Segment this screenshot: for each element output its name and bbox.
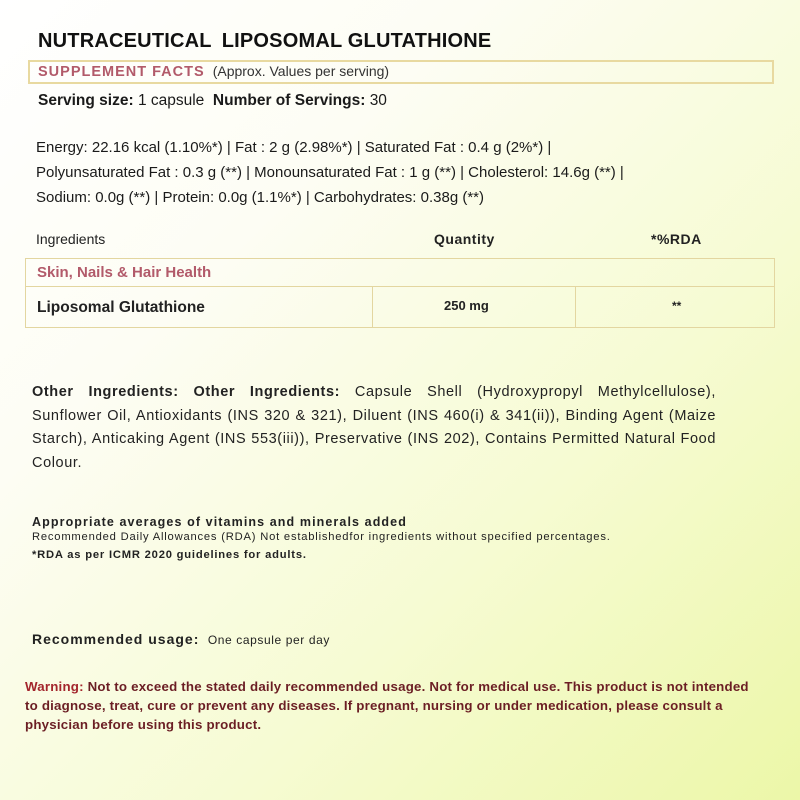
warning-text: Not to exceed the stated daily recommended usage. Not for medical use. This product is not intended to diagnose, treat, cure or prevent any diseases. If pregnant, nursing or under medication, please consult a physician before using this product. xyxy=(25,679,749,732)
column-header-rda: *%RDA xyxy=(651,231,702,247)
serving-size-value: 1 capsule xyxy=(137,92,205,109)
warning-notice xyxy=(25,677,765,734)
recommended-usage xyxy=(32,631,330,649)
ingredient-rda: ** xyxy=(672,299,682,313)
column-header-ingredients: Ingredients xyxy=(36,231,106,247)
servings-count-value: 30 xyxy=(369,92,387,109)
other-ingredients-label: Other Ingredients: xyxy=(193,384,341,400)
averages-title: Appropriate averages of vitamins and minerals added xyxy=(32,515,407,529)
brand-label: NUTRACEUTICAL xyxy=(38,30,212,52)
ingredient-quantity: 250 mg xyxy=(444,298,489,313)
serving-info xyxy=(38,92,387,110)
other-ingredients-label: Other Ingredients: xyxy=(32,384,179,400)
product-name: LIPOSOMAL GLUTATHIONE xyxy=(221,30,492,52)
table-divider xyxy=(372,287,373,328)
supplement-facts-note: (Approx. Values per serving) xyxy=(212,63,390,79)
table-divider xyxy=(25,286,775,287)
nutrition-line: Polyunsaturated Fat : 0.3 g (**) | Monounsaturated Fat : 1 g (**) | Cholesterol: 14.6g (**) | xyxy=(36,164,624,181)
serving-size-label: Serving size: xyxy=(38,92,134,109)
rda-reference-note: *RDA as per ICMR 2020 guidelines for adults. xyxy=(32,549,307,561)
usage-value: One capsule per day xyxy=(207,633,330,647)
usage-label: Recommended usage: xyxy=(32,631,200,647)
nutrition-line: Energy: 22.16 kcal (1.10%*) | Fat : 2 g (2.98%*) | Saturated Fat : 0.4 g (2%*) | xyxy=(36,139,552,156)
column-header-quantity: Quantity xyxy=(434,231,495,247)
table-divider xyxy=(575,287,576,328)
nutrition-values xyxy=(36,135,766,210)
product-title xyxy=(38,30,491,53)
ingredient-category: Skin, Nails & Hair Health xyxy=(37,264,212,281)
rda-disclaimer: Recommended Daily Allowances (RDA) Not establishedfor ingredients without specified percentages. xyxy=(32,531,611,543)
ingredient-name: Liposomal Glutathione xyxy=(37,299,205,316)
warning-label: Warning: xyxy=(25,679,84,694)
other-ingredients-text: Capsule Shell (Hydroxypropyl Methylcellulose), Sunflower Oil, Antioxidants (INS 320 & 321), Diluent (INS 460(i) & 341(ii)), Binding Agent (Maize Starch), Anticaking Agent (INS 553(iii)), Preservative (INS 202), Contains Permitted Natural Food Colour. xyxy=(32,384,716,471)
nutrition-line: Sodium: 0.0g (**) | Protein: 0.0g (1.1%*) | Carbohydrates: 0.38g (**) xyxy=(36,189,485,206)
supplement-facts-header xyxy=(38,63,389,80)
servings-count-label: Number of Servings: xyxy=(212,92,366,109)
other-ingredients xyxy=(32,381,716,475)
supplement-facts-title: SUPPLEMENT FACTS xyxy=(38,64,205,80)
